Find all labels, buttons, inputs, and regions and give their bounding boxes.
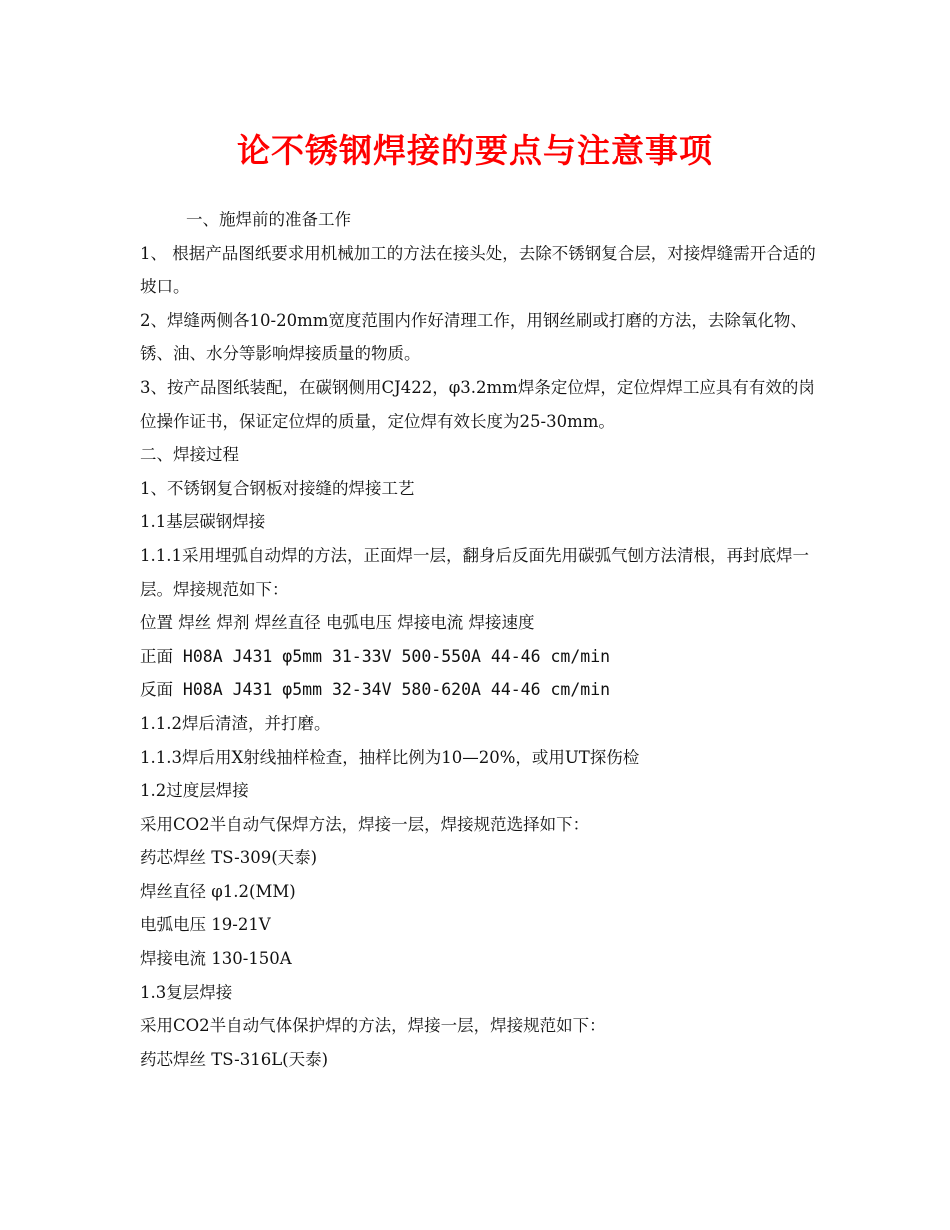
parameter-row-back: 反面 H08A J431 φ5mm 32-34V 580-620A 44-46 cm/min [140, 680, 611, 700]
paragraph-1-3-intro: 采用CO2半自动气体保护焊的方法，焊接一层，焊接规范如下： [140, 1016, 606, 1036]
subheading-1-2: 1.2过度层焊接 [140, 781, 249, 801]
paragraph-item-3: 3、按产品图纸装配，在碳钢侧用CJ422，φ3.2mm焊条定位焊，定位焊焊工应具有有效的岗位操作证书，保证定位焊的质量，定位焊有效长度为25-30mm。 [140, 377, 815, 431]
spec-welding-current: 焊接电流 130-150A [140, 949, 292, 969]
paragraph-item-1: 1、 根据产品图纸要求用机械加工的方法在接头处，去除不锈钢复合层，对接焊缝需开合适的坡口。 [140, 243, 816, 297]
paragraph-1-1-1: 1.1.1采用埋弧自动焊的方法，正面焊一层，翻身后反面先用碳弧气刨方法清根，再封底焊一层。焊接规范如下： [140, 545, 809, 599]
spec-flux-cored-wire-1: 药芯焊丝 TS-309(天泰) [140, 848, 318, 868]
subheading-1-1: 1.1基层碳钢焊接 [140, 512, 266, 532]
spec-flux-cored-wire-2: 药芯焊丝 TS-316L(天泰) [140, 1049, 329, 1069]
paragraph-1-2-intro: 采用CO2半自动气保焊方法，焊接一层，焊接规范选择如下： [140, 814, 590, 834]
subheading-1-3: 1.3复层焊接 [140, 982, 233, 1002]
section-heading-1: 一、施焊前的准备工作 [186, 210, 351, 229]
parameter-row-front: 正面 H08A J431 φ5mm 31-33V 500-550A 44-46 cm/min [140, 646, 611, 666]
spec-wire-diameter: 焊丝直径 φ1.2(MM) [140, 881, 296, 901]
paragraph-item-2: 2、焊缝两侧各10-20mm宽度范围内作好清理工作，用钢丝刷或打磨的方法，去除氧化物、锈、油、水分等影响焊接质量的物质。 [140, 310, 807, 364]
paragraph-1-1-3: 1.1.3焊后用X射线抽样检查，抽样比例为10—20%，或用UT探伤检 [140, 747, 640, 767]
document-title: 论不锈钢焊接的要点与注意事项 [237, 131, 713, 170]
document-body [140, 203, 830, 1076]
section-heading-2: 二、焊接过程 [140, 445, 239, 465]
parameter-table-header: 位置 焊丝 焊剂 焊丝直径 电弧电压 焊接电流 焊接速度 [140, 613, 535, 633]
paragraph-1-1-2: 1.1.2焊后清渣，并打磨。 [140, 713, 331, 733]
spec-arc-voltage: 电弧电压 19-21V [140, 915, 271, 935]
subheading-1: 1、不锈钢复合钢板对接缝的焊接工艺 [140, 478, 415, 498]
